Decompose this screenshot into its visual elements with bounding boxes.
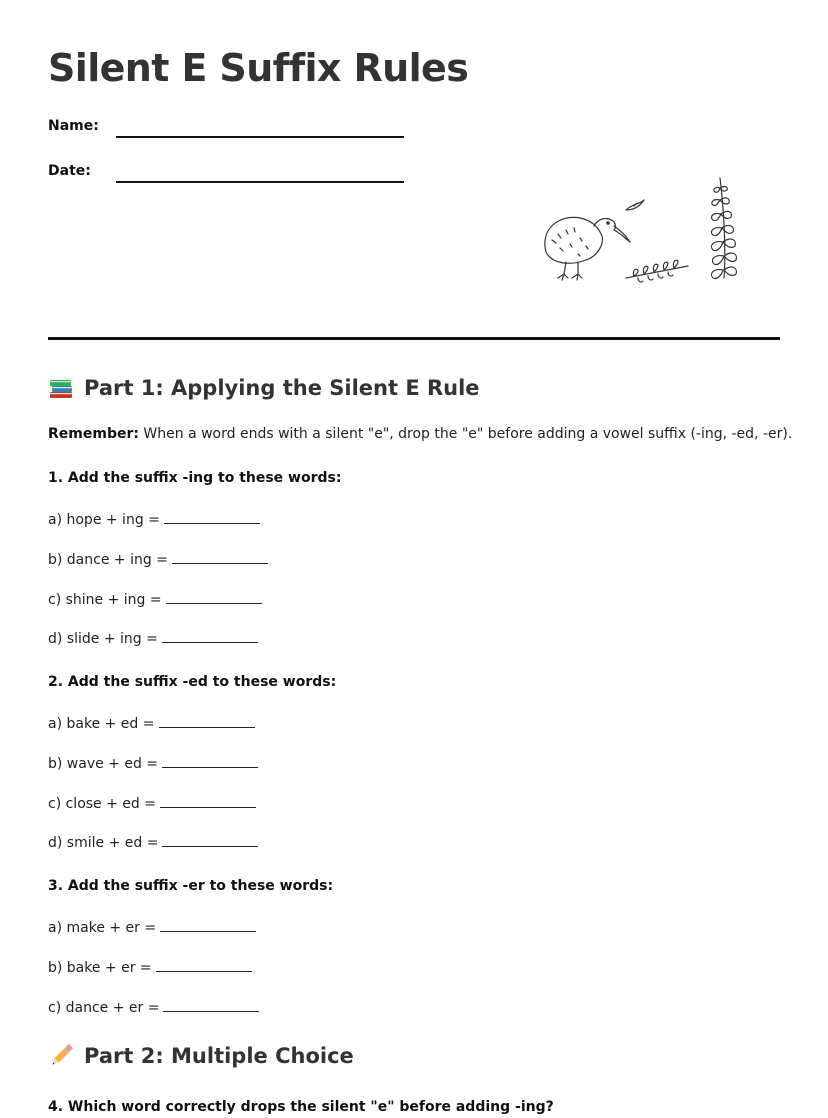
question-3: 3. Add the suffix -er to these words: — [48, 878, 334, 894]
part2-heading — [48, 1044, 354, 1068]
part2-title: Part 2: Multiple Choice — [84, 1044, 354, 1068]
part1-title: Part 1: Applying the Silent E Rule — [84, 376, 480, 400]
item-text: a) bake + ed = — [48, 716, 155, 732]
item-text: b) bake + er = — [48, 960, 152, 976]
name-field[interactable] — [48, 118, 116, 134]
item-text: b) wave + ed = — [48, 756, 159, 772]
answer-item[interactable] — [48, 834, 258, 851]
answer-blank[interactable] — [160, 795, 256, 808]
answer-item[interactable] — [48, 959, 252, 976]
pencil-icon — [48, 1044, 74, 1068]
answer-blank[interactable] — [156, 959, 252, 972]
answer-item[interactable] — [48, 591, 262, 608]
date-label: Date: — [48, 163, 91, 179]
name-line[interactable] — [116, 136, 404, 138]
kiwi-illustration — [530, 170, 760, 290]
answer-item[interactable] — [48, 999, 259, 1016]
part1-heading — [48, 376, 480, 400]
answer-item[interactable] — [48, 551, 268, 568]
item-text: a) make + er = — [48, 920, 157, 936]
answer-blank[interactable] — [163, 999, 259, 1012]
answer-item[interactable] — [48, 715, 255, 732]
item-text: a) hope + ing = — [48, 512, 160, 528]
question-4: 4. Which word correctly drops the silent "e" before adding -ing? — [48, 1099, 554, 1115]
answer-blank[interactable] — [172, 551, 268, 564]
item-text: d) slide + ing = — [48, 631, 158, 647]
answer-item[interactable] — [48, 511, 260, 528]
answer-blank[interactable] — [162, 834, 258, 847]
answer-item[interactable] — [48, 755, 258, 772]
item-text: c) shine + ing = — [48, 592, 162, 608]
item-text: c) dance + er = — [48, 1000, 160, 1016]
question-1: 1. Add the suffix -ing to these words: — [48, 470, 342, 486]
date-line[interactable] — [116, 181, 404, 183]
remember-note — [48, 426, 792, 442]
answer-blank[interactable] — [166, 591, 262, 604]
remember-label: Remember: — [48, 426, 139, 442]
remember-text: When a word ends with a silent "e", drop the "e" before adding a vowel suffix (-ing, -ed, -er). — [138, 426, 793, 442]
date-field[interactable] — [48, 163, 116, 179]
section-divider — [48, 337, 780, 340]
item-text: b) dance + ing = — [48, 552, 168, 568]
item-text: c) close + ed = — [48, 796, 156, 812]
answer-blank[interactable] — [159, 715, 255, 728]
books-icon — [48, 376, 74, 400]
worksheet-title: Silent E Suffix Rules — [48, 46, 469, 90]
answer-item[interactable] — [48, 919, 256, 936]
answer-blank[interactable] — [164, 511, 260, 524]
answer-item[interactable] — [48, 630, 258, 647]
name-label: Name: — [48, 118, 99, 134]
item-text: d) smile + ed = — [48, 835, 159, 851]
answer-blank[interactable] — [160, 919, 256, 932]
answer-item[interactable] — [48, 795, 256, 812]
question-2: 2. Add the suffix -ed to these words: — [48, 674, 337, 690]
answer-blank[interactable] — [162, 755, 258, 768]
answer-blank[interactable] — [162, 630, 258, 643]
